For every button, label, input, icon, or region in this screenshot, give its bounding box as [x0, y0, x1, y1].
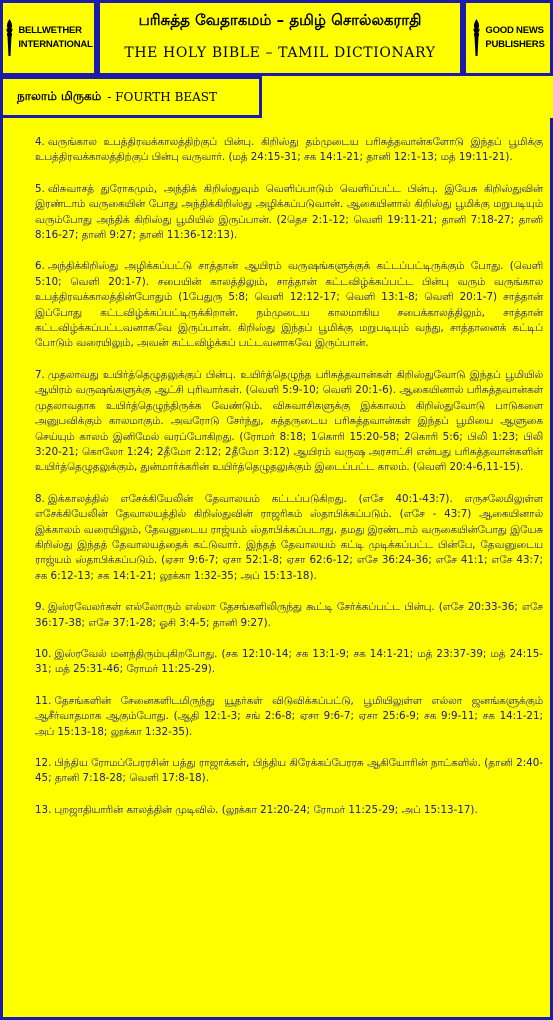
- logo-right-line1: GOOD NEWS: [485, 25, 544, 36]
- torch-icon: [471, 18, 482, 58]
- title-tamil: பரிசுத்த வேதாகமம் – தமிழ் சொல்லகராதி: [138, 11, 422, 29]
- entry-number: 8.: [35, 492, 45, 505]
- heading-english: - FOURTH BEAST: [107, 90, 218, 104]
- list-item: [35, 259, 543, 351]
- entry-text: வருங்கால உபத்திரவக்காலத்திற்குப் பின்பு. கிறிஸ்து தம்முடைய பரிசுத்தவான்களோடு இந்தப் பூமிக்கு உபத்திரவக்காலத்திற்குப் பின்பு வருவார். (மத் 24:15-31; சக 14:1-21; தானி 12:1-13; மத் 19:11-21).: [35, 136, 543, 164]
- list-item: [35, 600, 543, 631]
- entry-text: புறஜாதியாரின் காலத்தின் முடிவில். (லூக்கா 21:20-24; ரோமர் 11:25-29; அப் 15:13-17).: [54, 803, 478, 816]
- entry-heading: [0, 76, 262, 118]
- title-box: [97, 0, 463, 76]
- logo-left: [0, 0, 97, 76]
- list-item: [35, 368, 543, 476]
- entry-text: இக்காலத்தில் எசேக்கியேலின் தேவாலயம் கட்டப்படுகிறது. (எசே 40:1-43:7). எருசலேமிலுள்ள எசேக்கியேலின் தேவாலயத்தில் கிறிஸ்துவின் ராஜரிகம் ஸ்தாபிக்கப்படும். (எசே - 43:7) ஆகையினால் இக்காலம் வரையிலும், தேவனுடைய ராஜ்யம் ஸ்தாபிக்கப்படாது. தமது இரண்டாம் வருகையின்போது இயேசு கிறிஸ்து இந்தத் தேவாலயத்தைக் கட்டுவார். இந்தத் தேவாலயம் கட்டி முடிக்கப்பட்ட பின்பே, தேவனுடைய ராஜ்யம் ஸ்தாபிக்கப்படும். (ஏசா 9:6-7; ஏசா 52:1-8; ஏசா 62:6-12; எசே 36:24-36; எசே 41:1; எசே 43:7; சக 6:12-13; சக 14:1-21; லூக்கா 1:32-35; அப் 15:13-18).: [35, 492, 543, 582]
- entries-list: [35, 135, 543, 834]
- list-item: [35, 135, 543, 166]
- logo-left-line2: INTERNATIONAL: [18, 39, 93, 50]
- entry-number: 11.: [35, 694, 52, 707]
- entry-text: அந்திக்கிறிஸ்து அழிக்கப்பட்டு சாத்தான் ஆயிரம் வருஷங்களுக்குக் கட்டப்பட்டிருக்கும் போது. (வெளி 5:10; வெளி 20:1-7). சபையின் காலத்திலும், சாத்தான் கட்டவிழ்க்கப்பட்ட பின்பு வரும் வருங்கால உபத்திரவக்காலத்தின்போதும் (1பேதுரு 5:8; வெளி 12:12-17; வெளி 13:1-8; வெளி 20:1-7) சாத்தான் இப்போது கட்டவிழ்க்கப்பட்டிருக்கிறான். நம்முடைய காலமாகிய சபைக்காலத்திலும், சாத்தான் கட்டவிழ்க்கப்பட்டவனாகவே இருப்பான். கிறிஸ்து இந்தப் பூமிக்கு மறுபடியும் வந்து, சாத்தானைக் கட்டிப் போடும் வரையிலும், அவன் கட்டவிழ்க்கப் பட்டவனாகவே இருப்பான்.: [35, 260, 543, 350]
- content-panel: [0, 118, 553, 1020]
- entry-number: 12.: [35, 757, 52, 769]
- list-item: [35, 492, 543, 584]
- entry-text: முதலாவது உயிர்த்தெழுதலுக்குப் பின்பு. உயிர்த்தெழுந்த பரிசுத்தவான்கள் கிறிஸ்துவோடு இந்தப் பூமியில் ஆயிரம் வருஷங்களுக்கு ஆட்சி புரிவார்கள். (வெளி 5:9-10; வெளி 20:1-6). ஆகையினால் பரிசுத்தவான்கள் முதலாவதாக உயிர்த்தெழுந்திருக்க வேண்டும். விசுவாசிகளுக்கு இக்காலம் கிறிஸ்துவோடு பாடுகளை அனுபவிக்கும் காலமாகும். அவரோடு சேர்ந்து, சுத்தருடைய பரிசுத்தவான்கள் இந்தப் பூமியை ஆளுகை செய்யும் காலம் இனிமேல் வரப்போகிறது. (ரோமர் 8:18; 1கொரி 15:20-58; 2கொரி 5:6; பிலி 1:23; பிலி 3:20-21; கொலோ 1:24; 2தீமோ 2:12; 2தீமோ 3:12) ஆயிரம் வருஷ அரசாட்சி என்பது பரிசுத்தவான்களின் உயிர்த்தெழுதலுக்கும், துன்மார்க்கரின் உயிர்த்தெழுதலுக்கும் இடைப்பட்ட காலம். (வெளி 20:4-6,11-15).: [35, 368, 543, 474]
- entry-text: இஸ்ரவேலர்கள் எல்லோரும் எல்லா தேசங்களிலிருந்து கூட்டி சேர்க்கப்பட்ட பின்பு. (எசே 20:33-36; எசே 36:17-38; எசே 37:1-28; ஓசி 3:4-5; தானி 9:27).: [35, 601, 543, 629]
- entry-number: 5.: [35, 182, 45, 195]
- entry-text: தேசங்களின் சேனைகளிடமிருந்து யூதர்கள் விடுவிக்கப்பட்டு, பூமியிலுள்ள எல்லா ஜனங்களுக்கும் ஆசீர்வாதமாக ஆகும்போது. (ஆதி 12:1-3; சங் 2:6-8; ஏசா 9:6-7; ஏசா 25:6-9; சக 9:9-11; சக 14:1-21; அப் 15:13-18; லூக்கா 1:32-35).: [35, 694, 543, 738]
- list-item: [35, 803, 543, 818]
- heading-tamil: நாலாம் மிருகம்: [17, 89, 102, 103]
- title-english: THE HOLY BIBLE – TAMIL DICTIONARY: [124, 45, 436, 61]
- entry-number: 9.: [35, 601, 45, 614]
- entry-number: 6.: [35, 260, 45, 273]
- entry-text: இஸ்ரவேல் மனந்திரும்புகிறபோது. (சக 12:10-14; சக 13:1-9; சக 14:1-21; மத் 23:37-39; மத் 24:15-31; மத் 25:31-46; ரோமர் 11:25-29).: [35, 647, 543, 676]
- entry-number: 4.: [35, 136, 45, 148]
- entry-number: 13.: [35, 803, 52, 816]
- entry-text: பிந்திய ரோமப்பேரரசின் பத்து ராஜாக்கள், பிந்திய கிரேக்கப்பேரரசு ஆகியோரின் நாட்களில். (தானி 2:40-45; தானி 7:18-28; வெளி 17:8-18).: [35, 757, 543, 785]
- logo-left-line1: BELLWETHER: [18, 25, 82, 36]
- entry-number: 10.: [35, 647, 52, 660]
- list-item: [35, 647, 543, 678]
- list-item: [35, 694, 543, 740]
- logo-right-line2: PUBLISHERS: [485, 39, 545, 50]
- logo-right: [463, 0, 553, 76]
- list-item: [35, 182, 543, 244]
- entry-text: விசுவாசத் துரோகமும், அந்திக் கிறிஸ்துவும் வெளிப்பாடும் வெளிப்பட்ட பின்பு. இயேசு கிறிஸ்துவின் இரண்டாம் வருகையின் போது அந்திக்கிறிஸ்து அழிக்கப்படுவான். ஆகையினால் கிறிஸ்து பூமிக்கு மறுபடியும் வரும்போது அந்திக் கிறிஸ்து பூமியில் இருப்பான். (2தெச 2:1-12; வெளி 19:11-21; தானி 7:18-27; தானி 8:16-27; தானி 9:27; தானி 11:36-12:13).: [35, 182, 543, 242]
- torch-icon: [4, 18, 15, 58]
- list-item: [35, 756, 543, 787]
- entry-number: 7.: [35, 368, 45, 381]
